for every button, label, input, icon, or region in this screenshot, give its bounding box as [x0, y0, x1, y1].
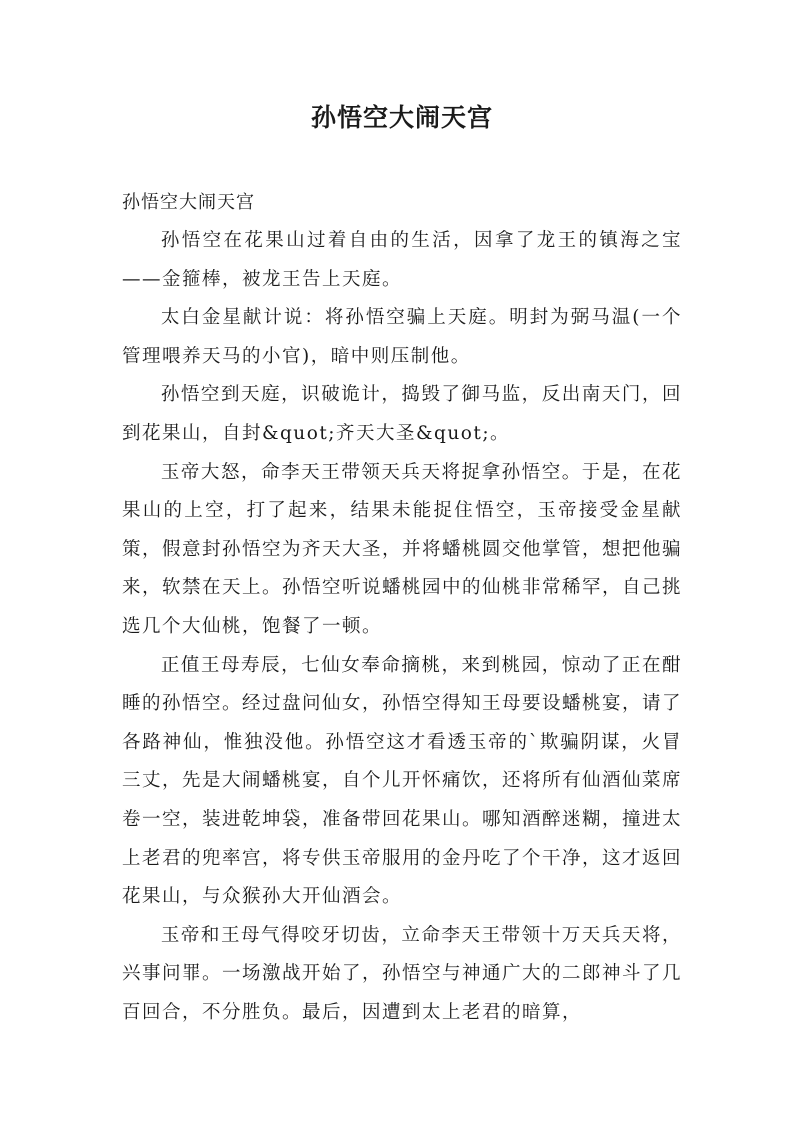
document-subtitle: 孙悟空大闹天宫	[122, 192, 255, 213]
paragraph-6: 玉帝和王母气得咬牙切齿，立命李天王带领十万天兵天将，兴事问罪。一场激战开始了，孙悟空与神通广大的二郎神斗了几百回合，不分胜负。最后，因遭到太上老君的暗算，	[122, 924, 683, 1023]
paragraph-2: 太白金星献计说：将孙悟空骗上天庭。明封为弼马温(一个管理喂养天马的小官)，暗中则压制他。	[122, 307, 682, 367]
paragraph-5: 正值王母寿辰，七仙女奉命摘桃，来到桃园，惊动了正在酣睡的孙悟空。经过盘问仙女，孙悟空得知王母要设蟠桃宴，请了各路神仙，惟独没他。孙悟空这才看透玉帝的`欺骗阴谋，火冒三丈，先是大闹蟠桃宴，自个儿开怀痛饮，还将所有仙酒仙菜席卷一空，装进乾坤袋，准备带回花果山。哪知酒醉迷糊，撞进太上老君的兜率宫，将专供玉帝服用的金丹吃了个干净，这才返回花果山，与众猴孙大开仙酒会。	[122, 654, 683, 908]
paragraph-4: 玉帝大怒，命李天王带领天兵天将捉拿孙悟空。于是，在花果山的上空，打了起来，结果未能捉住悟空，玉帝接受金星献策，假意封孙悟空为齐天大圣，并将蟠桃圆交他掌管，想把他骗来，软禁在天上。孙悟空听说蟠桃园中的仙桃非常稀罕，自己挑选几个大仙桃，饱餐了一顿。	[122, 461, 683, 637]
document-title: 孙悟空大闹天宫	[310, 103, 493, 132]
paragraph-3: 孙悟空到天庭，识破诡计，捣毁了御马监，反出南天门，回到花果山，自封&quot;齐天大圣&quot;。	[122, 384, 682, 444]
paragraph-1: 孙悟空在花果山过着自由的生活，因拿了龙王的镇海之宝——金箍棒，被龙王告上天庭。	[122, 230, 682, 290]
